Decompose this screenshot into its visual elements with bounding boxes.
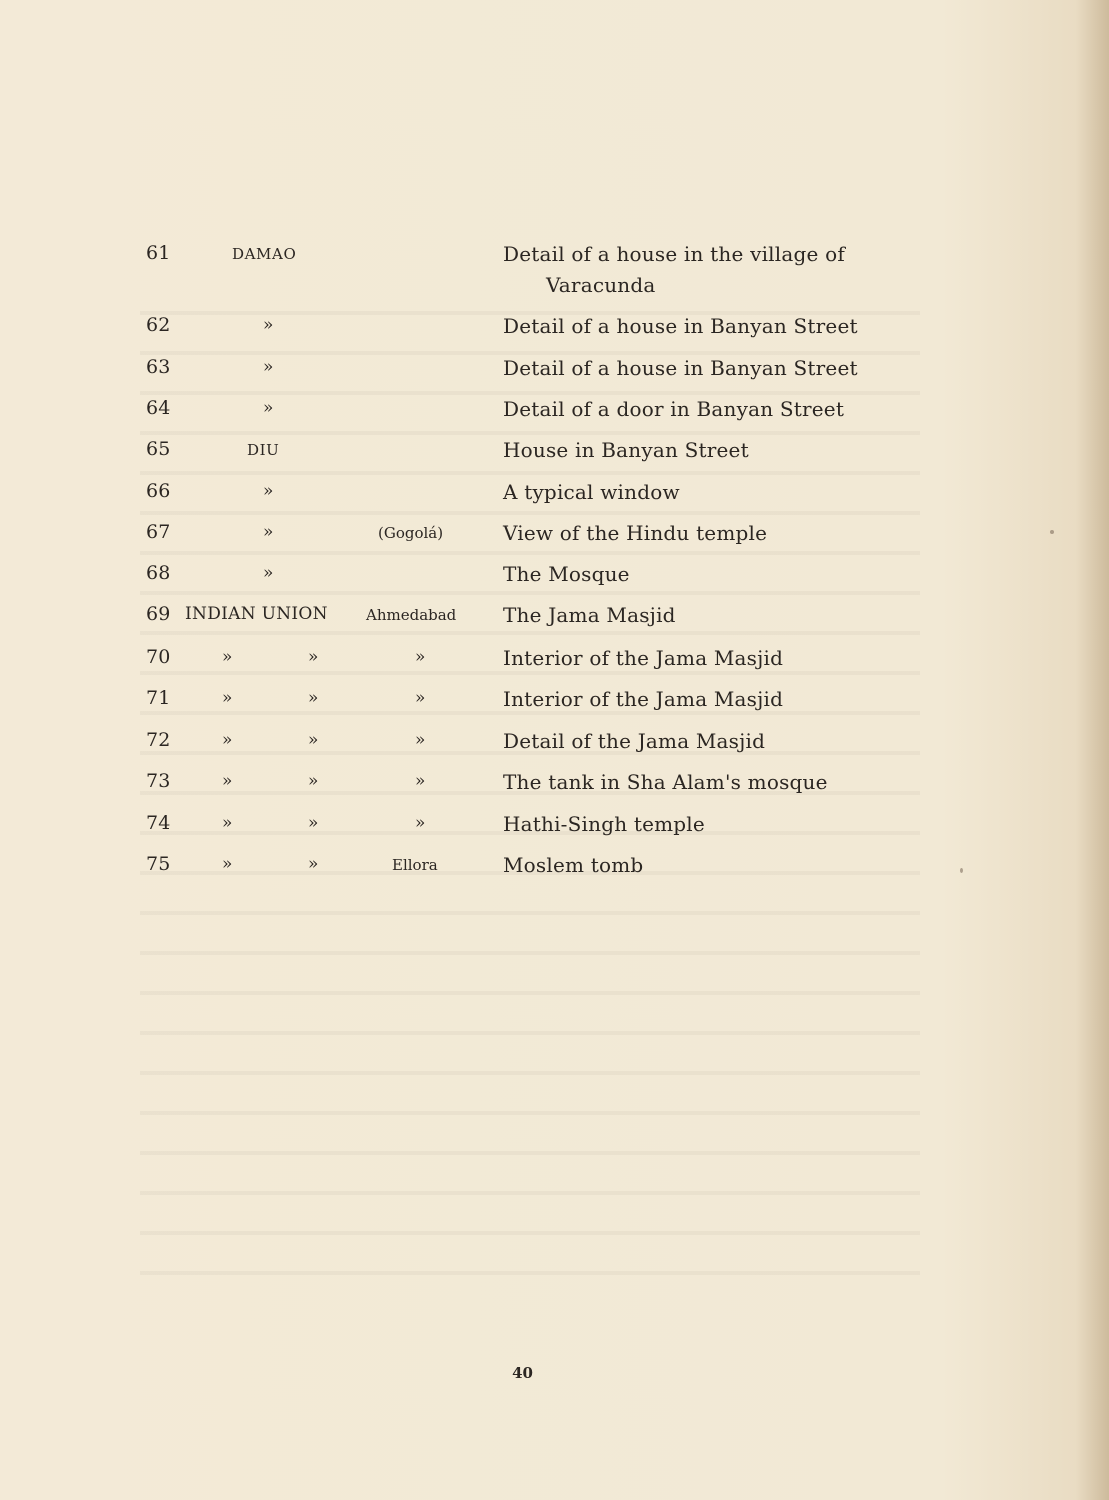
ditto-mark: » bbox=[415, 771, 426, 791]
paper-speck bbox=[960, 868, 963, 873]
ditto-mark: » bbox=[308, 688, 319, 708]
plate-number: 64 bbox=[146, 397, 171, 419]
ditto-mark: » bbox=[308, 771, 319, 791]
plate-description: View of the Hindu temple bbox=[503, 521, 768, 545]
ditto-mark: » bbox=[263, 357, 274, 377]
ditto-mark: » bbox=[415, 730, 426, 750]
list-item bbox=[0, 770, 1109, 810]
ditto-mark: » bbox=[263, 315, 274, 335]
plate-description: Detail of a door in Banyan Street bbox=[503, 397, 845, 421]
plate-description: House in Banyan Street bbox=[503, 438, 749, 462]
list-item bbox=[0, 646, 1109, 686]
ditto-mark: » bbox=[263, 398, 274, 418]
list-item bbox=[0, 562, 1109, 602]
list-item bbox=[0, 397, 1109, 437]
ditto-mark: » bbox=[308, 813, 319, 833]
ditto-mark: » bbox=[222, 771, 233, 791]
list-item bbox=[0, 729, 1109, 769]
ditto-mark: » bbox=[308, 647, 319, 667]
plate-number: 67 bbox=[146, 521, 171, 543]
plate-number: 75 bbox=[146, 853, 171, 875]
ditto-mark: » bbox=[222, 813, 233, 833]
plate-number: 68 bbox=[146, 562, 171, 584]
list-item bbox=[0, 812, 1109, 852]
place-locality: (Gogolá) bbox=[378, 524, 444, 542]
plate-number: 66 bbox=[146, 480, 171, 502]
plate-number: 73 bbox=[146, 770, 171, 792]
place-locality: Ellora bbox=[392, 856, 438, 874]
plate-description: Detail of a house in Banyan Street bbox=[503, 356, 858, 380]
plate-number: 72 bbox=[146, 729, 171, 751]
plate-description: The tank in Sha Alam's mosque bbox=[503, 770, 828, 794]
ditto-mark: » bbox=[415, 813, 426, 833]
list-item bbox=[0, 853, 1109, 893]
plate-number: 69 bbox=[146, 603, 171, 625]
plate-description: Interior of the Jama Masjid bbox=[503, 687, 784, 711]
plate-number: 74 bbox=[146, 812, 171, 834]
ditto-mark: » bbox=[263, 563, 274, 583]
list-item bbox=[0, 687, 1109, 727]
place-country: DAMAO bbox=[232, 245, 297, 263]
plate-number: 63 bbox=[146, 356, 171, 378]
plate-description: The Jama Masjid bbox=[503, 603, 676, 627]
plate-number: 71 bbox=[146, 687, 171, 709]
list-item bbox=[0, 603, 1109, 643]
paper-speck bbox=[1050, 530, 1054, 534]
list-item bbox=[0, 314, 1109, 354]
plate-description: Moslem tomb bbox=[503, 853, 644, 877]
ditto-mark: » bbox=[263, 481, 274, 501]
plate-number: 70 bbox=[146, 646, 171, 668]
plate-description: Hathi-Singh temple bbox=[503, 812, 705, 836]
list-item bbox=[0, 438, 1109, 478]
place-country: DIU bbox=[247, 441, 280, 459]
plate-description: A typical window bbox=[503, 480, 680, 504]
ditto-mark: » bbox=[222, 854, 233, 874]
plate-number: 61 bbox=[146, 242, 171, 264]
ditto-mark: » bbox=[222, 688, 233, 708]
plate-number: 65 bbox=[146, 438, 171, 460]
list-item bbox=[0, 521, 1109, 561]
list-item bbox=[0, 356, 1109, 396]
page-number: 40 bbox=[512, 1364, 533, 1382]
ditto-mark: » bbox=[415, 647, 426, 667]
plate-number: 62 bbox=[146, 314, 171, 336]
plate-description: Detail of a house in the village of bbox=[503, 242, 845, 266]
list-item bbox=[0, 480, 1109, 520]
ditto-mark: » bbox=[222, 730, 233, 750]
ditto-mark: » bbox=[308, 730, 319, 750]
ditto-mark: » bbox=[308, 854, 319, 874]
plate-description: The Mosque bbox=[503, 562, 630, 586]
ditto-mark: » bbox=[415, 688, 426, 708]
plate-description: Detail of the Jama Masjid bbox=[503, 729, 766, 753]
plate-description: Detail of a house in Banyan Street bbox=[503, 314, 858, 338]
ditto-mark: » bbox=[263, 522, 274, 542]
ditto-mark: » bbox=[222, 647, 233, 667]
plate-description: Interior of the Jama Masjid bbox=[503, 646, 784, 670]
place-locality: Ahmedabad bbox=[366, 606, 457, 624]
place-country: INDIAN UNION bbox=[185, 604, 328, 624]
plate-description-continued: Varacunda bbox=[546, 273, 656, 297]
